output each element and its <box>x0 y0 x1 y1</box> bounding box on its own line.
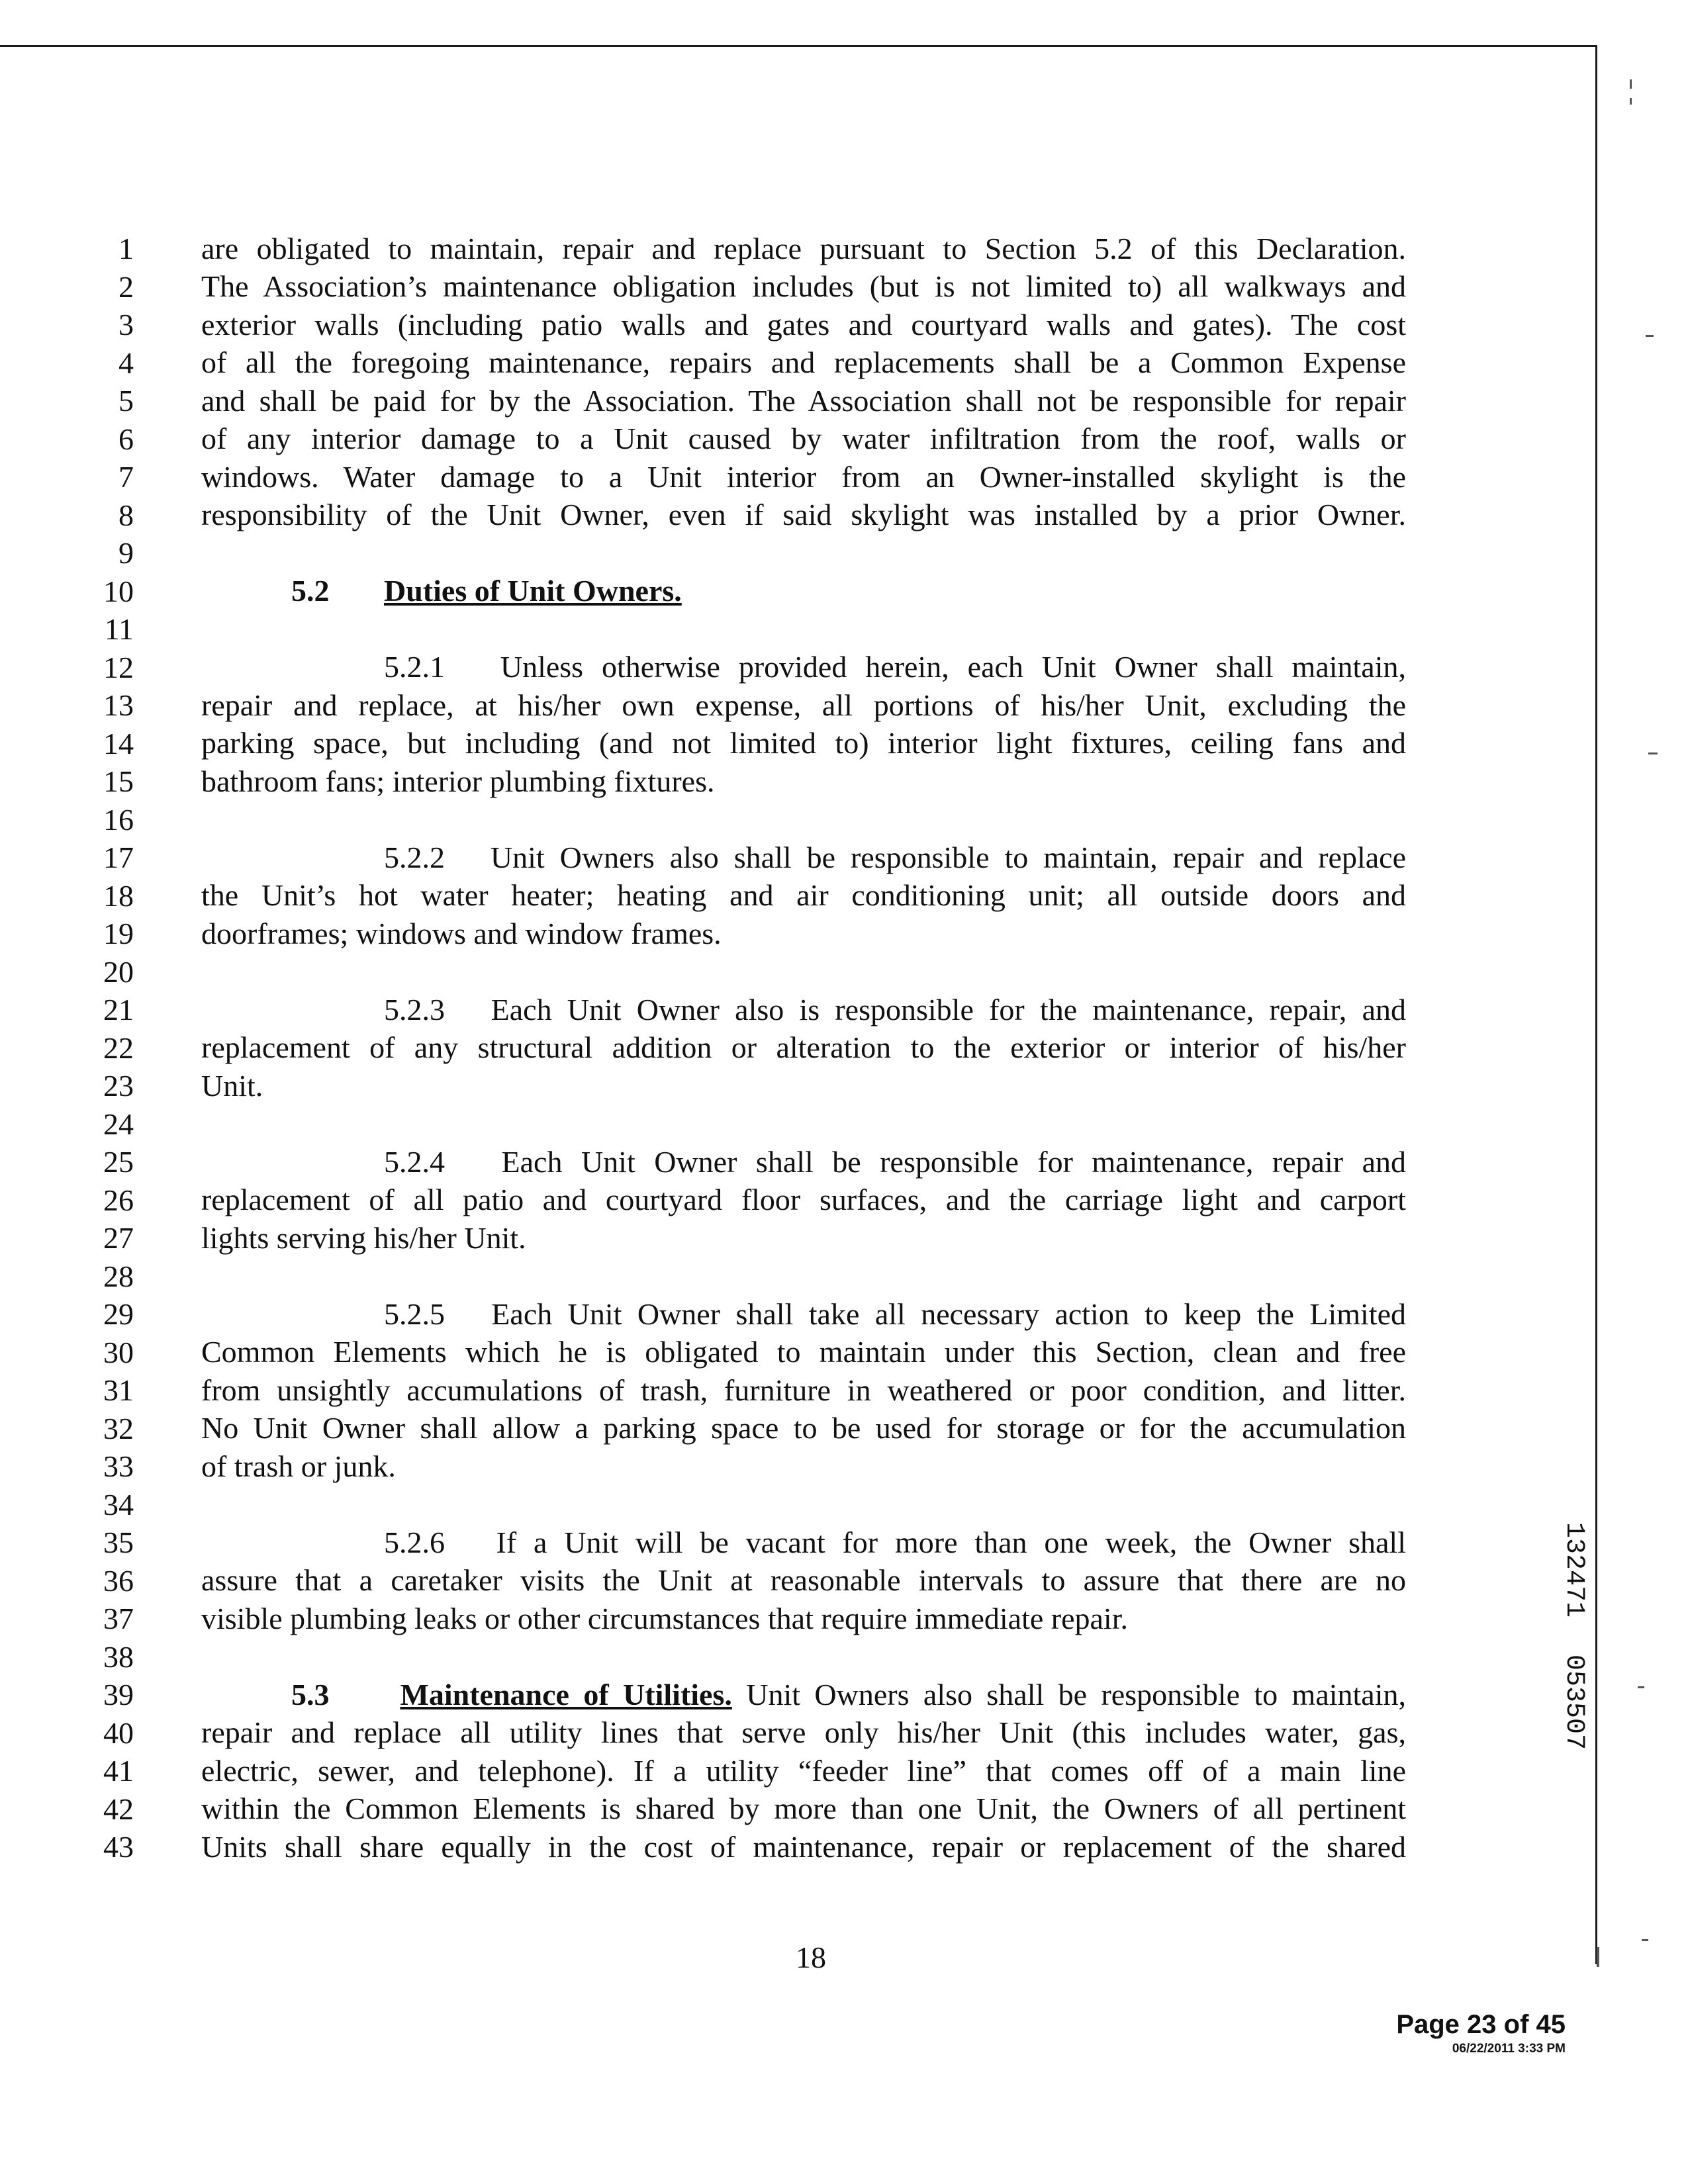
page-border-top <box>0 45 1595 47</box>
para-5-2-6-first-line <box>384 1524 1406 1561</box>
para-5-2-3-text: Each Unit Owner also is responsible for the maintenance, repair, and <box>491 993 1407 1026</box>
line-number: 21 <box>103 993 134 1026</box>
text-line: are obligated to maintain, repair and replace pursuant to Section 5.2 of this Declaration. <box>201 232 1406 265</box>
scan-mark <box>1630 98 1632 105</box>
section-5-3-number: 5.3 <box>291 1678 330 1711</box>
line-number: 10 <box>103 574 134 608</box>
stamp-top-number: 132471 <box>1559 1522 1589 1618</box>
line-number: 2 <box>118 270 134 304</box>
para-5-2-4-text: Each Unit Owner shall be responsible for maintenance, repair and <box>501 1145 1406 1179</box>
text-line: visible plumbing leaks or other circumstances that require immediate repair. <box>201 1602 1128 1635</box>
line-number: 39 <box>103 1678 134 1711</box>
line-number: 20 <box>103 955 134 989</box>
para-5-2-1-first-line <box>384 649 1406 686</box>
para-5-2-3-number: 5.2.3 <box>384 993 445 1026</box>
text-line: from unsightly accumulations of trash, furniture in weathered or poor condition, and litter. <box>201 1373 1406 1407</box>
line-number: 36 <box>103 1564 134 1598</box>
text-line: parking space, but including (and not limited to) interior light fixtures, ceiling fans and <box>201 726 1406 760</box>
line-number: 26 <box>103 1183 134 1217</box>
text-line: of any interior damage to a Unit caused by water infiltration from the roof, walls or <box>201 422 1406 455</box>
text-line: replacement of all patio and courtyard floor surfaces, and the carriage light and carport <box>201 1183 1406 1216</box>
text-line: doorframes; windows and window frames. <box>201 917 722 950</box>
text-line: No Unit Owner shall allow a parking space to be used for storage or for the accumulation <box>201 1411 1406 1445</box>
line-number: 18 <box>103 879 134 913</box>
text-line: replacement of any structural addition or alteration to the exterior or interior of his/her <box>201 1030 1406 1064</box>
line-number: 7 <box>118 460 134 494</box>
para-5-2-2-first-line <box>384 839 1406 876</box>
para-5-2-6-text: If a Unit will be vacant for more than one week, the Owner shall <box>496 1525 1406 1559</box>
para-5-2-1-text: Unless otherwise provided herein, each Unit Owner shall maintain, <box>500 650 1407 684</box>
text-line: Unit. <box>201 1069 263 1103</box>
line-number: 14 <box>103 727 134 760</box>
scan-mark <box>1642 1939 1648 1941</box>
section-5-3-first-line <box>291 1676 1406 1713</box>
line-number: 6 <box>118 422 134 456</box>
para-5-2-5-text: Each Unit Owner shall take all necessary action to keep the Limited <box>491 1297 1407 1331</box>
para-5-2-5-first-line <box>384 1296 1406 1333</box>
line-number: 8 <box>118 498 134 532</box>
line-number: 38 <box>103 1640 134 1674</box>
line-number: 30 <box>103 1336 134 1369</box>
section-5-2-number: 5.2 <box>291 574 330 608</box>
para-5-2-2-text: Unit Owners also shall be responsible to maintain, repair and replace <box>490 841 1407 874</box>
line-number: 27 <box>103 1221 134 1255</box>
recording-number-stamp <box>1536 1516 1589 1767</box>
line-number: 11 <box>104 612 134 646</box>
stamp-bottom-number: 053507 <box>1559 1655 1589 1751</box>
line-number: 16 <box>103 803 134 837</box>
text-line: of trash or junk. <box>201 1449 396 1483</box>
text-line: electric, sewer, and telephone). If a utility “feeder line” that comes off of a main line <box>201 1754 1406 1788</box>
line-number: 25 <box>103 1145 134 1179</box>
page-border-right <box>1595 45 1597 1964</box>
text-line: Common Elements which he is obligated to maintain under this Section, clean and free <box>201 1335 1406 1369</box>
text-line: repair and replace, at his/her own expense, all portions of his/her Unit, excluding the <box>201 688 1406 722</box>
line-number: 5 <box>118 384 134 418</box>
text-line: the Unit’s hot water heater; heating and air conditioning unit; all outside doors and <box>201 878 1406 912</box>
scan-mark <box>1630 79 1632 89</box>
line-number: 1 <box>118 232 134 265</box>
section-5-3-title: Maintenance of Utilities. <box>400 1678 732 1711</box>
line-number: 12 <box>103 651 134 684</box>
text-line: Units shall share equally in the cost of maintenance, repair or replacement of the shared <box>201 1830 1406 1864</box>
scan-mark <box>1597 1947 1599 1967</box>
text-line: repair and replace all utility lines that serve only his/her Unit (this includes water, gas, <box>201 1715 1406 1749</box>
scan-mark <box>1646 335 1654 337</box>
para-5-2-1-number: 5.2.1 <box>384 650 445 684</box>
line-number: 28 <box>103 1259 134 1293</box>
text-line: windows. Water damage to a Unit interior from an Owner-installed skylight is the <box>201 460 1406 494</box>
text-line: of all the foregoing maintenance, repairs and replacements shall be a Common Expense <box>201 345 1406 379</box>
text-line: responsibility of the Unit Owner, even if said skylight was installed by a prior Owner. <box>201 498 1406 531</box>
para-5-2-4-first-line <box>384 1144 1406 1181</box>
line-number: 13 <box>103 688 134 722</box>
line-number: 3 <box>118 308 134 341</box>
scan-mark <box>1638 1686 1644 1688</box>
line-number: 37 <box>103 1602 134 1635</box>
text-line: exterior walls (including patio walls and gates and courtyard walls and gates). The cost <box>201 308 1406 341</box>
line-number: 17 <box>103 841 134 874</box>
para-5-2-5-number: 5.2.5 <box>384 1297 445 1331</box>
line-number: 22 <box>103 1031 134 1065</box>
page-number: 18 <box>796 1940 826 1974</box>
para-5-2-6-number: 5.2.6 <box>384 1525 445 1559</box>
line-number: 40 <box>103 1716 134 1750</box>
line-number: 9 <box>118 536 134 570</box>
line-number: 43 <box>103 1830 134 1864</box>
text-line: and shall be paid for by the Association. The Association shall not be responsible for repair <box>201 384 1406 418</box>
para-5-2-4-number: 5.2.4 <box>384 1145 445 1179</box>
text-line: lights serving his/her Unit. <box>201 1221 526 1255</box>
text-line: assure that a caretaker visits the Unit at reasonable intervals to assure that there are no <box>201 1563 1406 1597</box>
footer-datetime: 06/22/2011 3:33 PM <box>1452 2042 1566 2056</box>
section-5-3-text: Unit Owners also shall be responsible to maintain, <box>746 1678 1406 1711</box>
footer-page-count: Page 23 of 45 <box>1396 2010 1566 2039</box>
section-5-2-title: Duties of Unit Owners. <box>384 574 682 608</box>
line-number: 41 <box>103 1754 134 1788</box>
line-number: 32 <box>103 1412 134 1445</box>
para-5-2-3-first-line <box>384 991 1406 1028</box>
line-number: 23 <box>103 1069 134 1103</box>
line-number: 19 <box>103 917 134 950</box>
text-line: bathroom fans; interior plumbing fixtures. <box>201 764 715 798</box>
line-number: 31 <box>103 1373 134 1407</box>
para-5-2-2-number: 5.2.2 <box>384 841 445 874</box>
text-line: within the Common Elements is shared by more than one Unit, the Owners of all pertinent <box>201 1792 1406 1825</box>
line-number: 42 <box>103 1792 134 1826</box>
scan-mark <box>1648 752 1658 754</box>
line-number: 34 <box>103 1488 134 1522</box>
text-line: The Association’s maintenance obligation includes (but is not limited to) all walkways and <box>201 269 1406 303</box>
line-number: 35 <box>103 1525 134 1559</box>
line-number: 24 <box>103 1107 134 1141</box>
line-number: 4 <box>118 346 134 380</box>
line-number: 33 <box>103 1449 134 1483</box>
line-number: 15 <box>103 764 134 798</box>
line-number: 29 <box>103 1297 134 1331</box>
